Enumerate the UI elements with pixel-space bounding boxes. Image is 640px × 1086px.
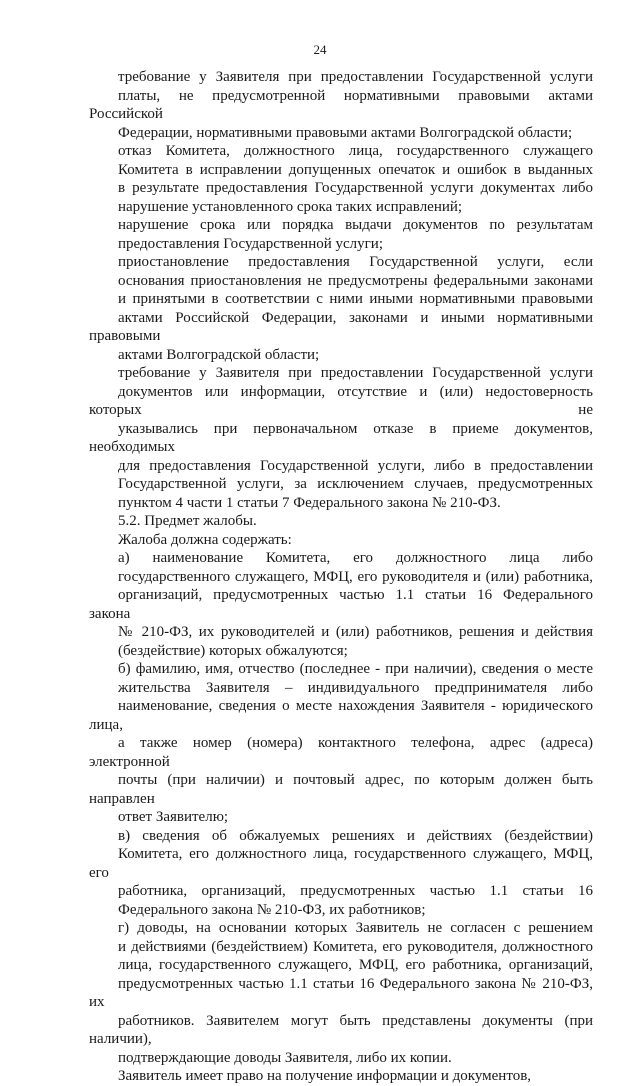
text-line: и действиями (бездействием) Комитета, его руководителя, должностного bbox=[118, 938, 593, 955]
paragraph bbox=[89, 142, 593, 216]
text-line: и принятыми в соответствии с ними иными нормативными правовыми bbox=[118, 291, 593, 307]
text-line: в) сведения об обжалуемых решениях и действиях (бездействии) bbox=[118, 827, 593, 844]
paragraph bbox=[89, 531, 593, 550]
text-line: отказ Комитета, должностного лица, государственного служащего bbox=[118, 143, 593, 159]
text-line: нарушение срока или порядка выдачи документов по результатам bbox=[118, 217, 593, 233]
text-line: актами Волгоградской области; bbox=[118, 346, 320, 363]
paragraph bbox=[89, 919, 593, 1067]
text-line: Комитета, его должностного лица, государственного служащего, МФЦ, его bbox=[89, 846, 593, 881]
text-line: Заявитель имеет право на получение информации и документов, bbox=[118, 1068, 532, 1084]
paragraph bbox=[89, 216, 593, 253]
text-line: 5.2. Предмет жалобы. bbox=[118, 513, 257, 529]
paragraph bbox=[89, 512, 593, 531]
paragraph bbox=[89, 68, 593, 142]
text-line: почты (при наличии) и почтовый адрес, по которым должен быть направлен bbox=[89, 772, 593, 807]
text-line: требование у Заявителя при предоставлении Государственной услуги bbox=[118, 69, 593, 85]
text-line: работников. Заявителем могут быть представлены документы (при наличии), bbox=[89, 1012, 593, 1047]
paragraph bbox=[89, 364, 593, 512]
text-line: приостановление предоставления Государственной услуги, если bbox=[118, 254, 593, 270]
text-line: ответ Заявителю; bbox=[118, 809, 229, 825]
text-line: наименование, сведения о месте нахождения Заявителя - юридического лица, bbox=[89, 698, 593, 733]
paragraph bbox=[89, 827, 593, 920]
text-line: документов или информации, отсутствие и (или) недостоверность которых не bbox=[89, 383, 593, 418]
text-line: а) наименование Комитета, его должностного лица либо bbox=[118, 550, 593, 566]
text-line: платы, не предусмотренной нормативными правовыми актами Российской bbox=[89, 87, 593, 122]
text-line: жительства Заявителя – индивидуального предпринимателя либо bbox=[118, 679, 593, 696]
text-line: работника, организаций, предусмотренных частью 1.1 статьи 16 bbox=[118, 883, 593, 899]
paragraph bbox=[89, 253, 593, 364]
text-line: предоставления Государственной услуги; bbox=[118, 235, 383, 252]
text-line: требование у Заявителя при предоставлении Государственной услуги bbox=[118, 365, 593, 381]
paragraph bbox=[89, 1067, 593, 1086]
text-line: основания приостановления не предусмотрены федеральными законами bbox=[118, 272, 593, 289]
paragraph bbox=[89, 660, 593, 827]
text-line: лица, государственного служащего, МФЦ, его работника, организаций, bbox=[118, 957, 593, 973]
text-line: Федерации, нормативными правовыми актами Волгоградской области; bbox=[118, 124, 573, 141]
text-line: нарушение установленного срока таких исправлений; bbox=[118, 198, 463, 215]
text-line: организаций, предусмотренных частью 1.1 статьи 16 Федерального закона bbox=[89, 587, 593, 622]
text-line: Комитета в исправлении допущенных опечаток и ошибок в выданных bbox=[118, 161, 593, 178]
text-line: б) фамилию, имя, отчество (последнее - при наличии), сведения о месте bbox=[118, 661, 593, 677]
text-line: пунктом 4 части 1 статьи 7 Федерального закона № 210-ФЗ. bbox=[118, 494, 501, 511]
page-number: 24 bbox=[313, 42, 327, 57]
text-line: Федерального закона № 210-ФЗ, их работников; bbox=[118, 901, 426, 918]
text-line: указывались при первоначальном отказе в приеме документов, необходимых bbox=[89, 420, 593, 455]
text-line: г) доводы, на основании которых Заявитель не согласен с решением bbox=[118, 920, 593, 936]
text-line: государственного служащего, МФЦ, его руководителя и (или) работника, bbox=[118, 568, 593, 585]
text-line: для предоставления Государственной услуги, либо в предоставлении bbox=[118, 457, 593, 474]
text-line: актами Российской Федерации, законами и иными нормативными правовыми bbox=[89, 309, 593, 344]
document-body bbox=[89, 68, 593, 1086]
text-line: а также номер (номера) контактного телефона, адрес (адреса) электронной bbox=[89, 735, 593, 770]
text-line: (бездействие) которых обжалуются; bbox=[118, 642, 348, 659]
text-line: Государственной услуги, за исключением случаев, предусмотренных bbox=[118, 476, 593, 492]
text-line: в результате предоставления Государственной услуги документах либо bbox=[118, 180, 593, 196]
text-line: № 210-ФЗ, их руководителей и (или) работников, решения и действия bbox=[118, 624, 593, 640]
text-line: Жалоба должна содержать: bbox=[118, 531, 292, 548]
text-line: предусмотренных частью 1.1 статьи 16 Федерального закона № 210-ФЗ, их bbox=[89, 975, 593, 1010]
paragraph bbox=[89, 549, 593, 660]
text-line: подтверждающие доводы Заявителя, либо их копии. bbox=[118, 1049, 452, 1066]
